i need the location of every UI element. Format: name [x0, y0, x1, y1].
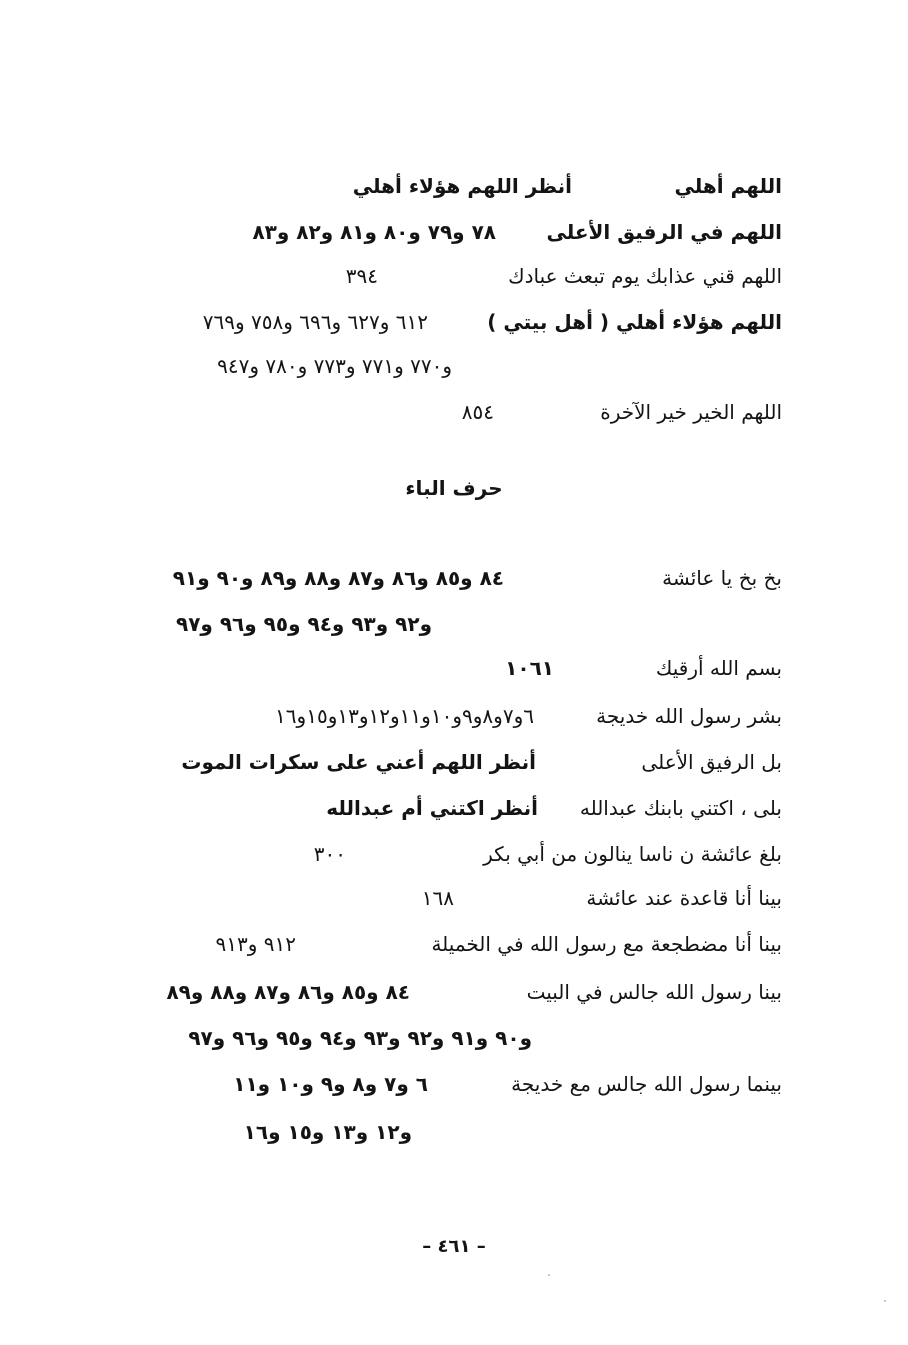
- entry-ref: ٨٥٤: [461, 400, 494, 424]
- entry-phrase: بينا رسول الله جالس في البيت: [526, 980, 782, 1004]
- entry-phrase: بل الرفيق الأعلى: [641, 750, 782, 774]
- entry-phrase: بخ بخ يا عائشة: [662, 566, 782, 590]
- entry-ref: ٣٩٤: [345, 264, 378, 288]
- entry-phrase: بشر رسول الله خديجة: [596, 704, 782, 728]
- entry-phrase: بينما رسول الله جالس مع خديجة: [511, 1072, 782, 1096]
- entry-ref: ٩١٢ و٩١٣: [215, 932, 296, 956]
- entry-phrase: بسم الله أرقيك: [655, 656, 782, 680]
- entry-ref: ١٦٨: [421, 886, 454, 910]
- entry-continuation: و٧٧٠ و٧٧١ و٧٧٣ و٧٨٠ و٩٤٧: [217, 354, 452, 378]
- entry-continuation: و٩٠ و٩١ و٩٢ و٩٣ و٩٤ و٩٥ و٩٦ و٩٧: [188, 1026, 532, 1050]
- entry-ref: ٧٨ و٧٩ و٨٠ و٨١ و٨٢ و٨٣: [252, 220, 496, 244]
- entry-ref: ١٠٦١: [505, 656, 554, 680]
- entry-ref: ٨٤ و٨٥ و٨٦ و٨٧ و٨٨ و٨٩: [166, 980, 410, 1004]
- entry-ref: أنظر اكتني أم عبدالله: [326, 796, 538, 820]
- entry-continuation: و١٢ و١٣ و١٥ و١٦: [243, 1120, 412, 1144]
- entry-phrase: بلغ عائشة ن ناسا ينالون من أبي بكر: [483, 842, 782, 866]
- entry-phrase: بينا أنا قاعدة عند عائشة: [586, 886, 782, 910]
- entry-ref: أنظر اللهم هؤلاء أهلي: [352, 174, 572, 198]
- section-heading: حرف الباء: [405, 476, 503, 500]
- entry-ref: ٦و٧و٨و٩و١٠و١١و١٢و١٣و١٥و١٦: [275, 704, 534, 728]
- entry-continuation: و٩٢ و٩٣ و٩٤ و٩٥ و٩٦ و٩٧: [176, 612, 432, 636]
- entry-phrase: اللهم قني عذابك يوم تبعث عبادك: [508, 264, 782, 288]
- entry-ref: ٦١٢ و٦٢٧ و٦٩٦ و٧٥٨ و٧٦٩: [202, 310, 428, 334]
- entry-ref: ٦ و٧ و٨ و٩ و١٠ و١١: [233, 1072, 428, 1096]
- entry-ref: ٣٠٠: [313, 842, 346, 866]
- scan-speck: [884, 1300, 886, 1302]
- entry-ref: ٨٤ و٨٥ و٨٦ و٨٧ و٨٨ و٨٩ و٩٠ و٩١: [172, 566, 504, 590]
- entry-phrase: اللهم هؤلاء أهلي ( أهل بيتي ): [487, 310, 782, 334]
- scan-speck: [548, 1274, 550, 1276]
- entry-phrase: اللهم أهلي: [674, 174, 782, 198]
- entry-phrase: بلى ، اكتني بابنك عبدالله: [579, 796, 782, 820]
- entry-phrase: بينا أنا مضطجعة مع رسول الله في الخميلة: [431, 932, 782, 956]
- entry-phrase: اللهم في الرفيق الأعلى: [546, 220, 782, 244]
- page-number: – ٤٦١ –: [422, 1236, 486, 1257]
- entry-phrase: اللهم الخير خير الآخرة: [600, 400, 782, 424]
- entry-ref: أنظر اللهم أعني على سكرات الموت: [181, 750, 536, 774]
